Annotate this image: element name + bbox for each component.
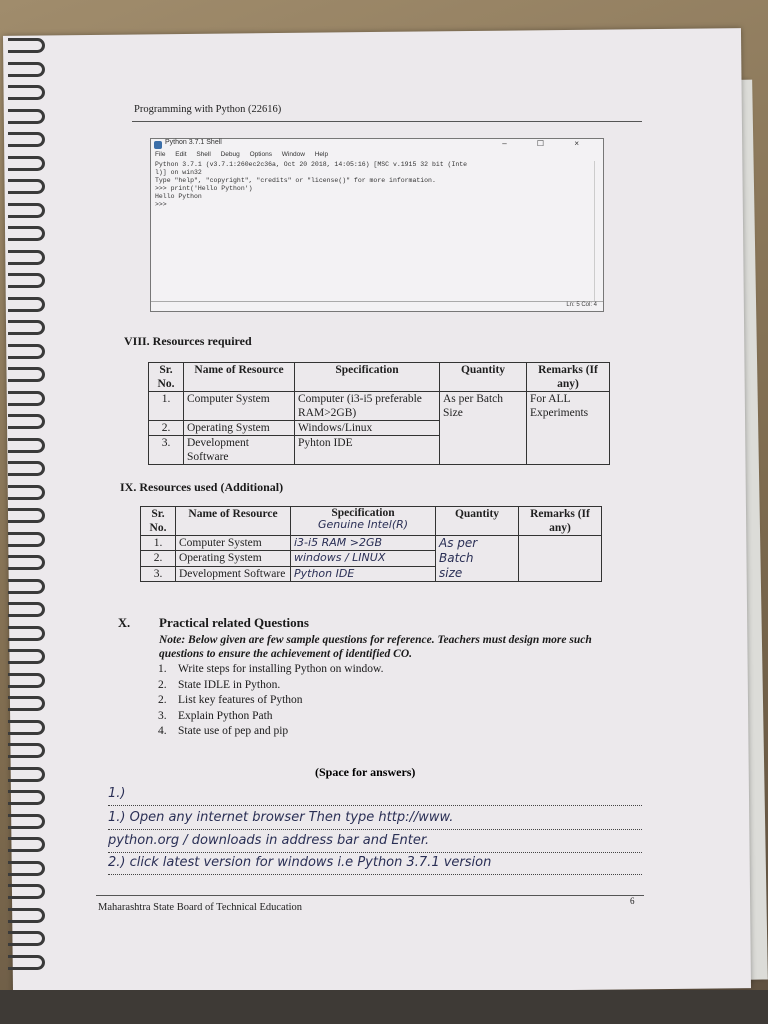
cell-spec: Windows/Linux xyxy=(295,421,440,436)
question-text: Explain Python Path xyxy=(178,709,273,722)
shell-line: Python 3.7.1 (v3.7.1:260ec2c36a, Oct 20 2018, 14:05:16) [MSC v.1915 32 bit (Inte xyxy=(155,161,468,168)
spiral-ring xyxy=(8,955,45,970)
spiral-ring xyxy=(8,861,45,876)
header-remarks: Remarks (If any) xyxy=(519,507,602,536)
cell-spec: Computer (i3-i5 preferable RAM>2GB) xyxy=(295,392,440,421)
header-spec-label: Specification xyxy=(331,507,395,519)
question-text: Write steps for installing Python on window. xyxy=(178,663,384,675)
spiral-ring xyxy=(8,179,45,194)
question-item xyxy=(158,709,383,725)
spiral-ring xyxy=(8,696,45,711)
spiral-ring xyxy=(8,203,45,218)
footer-text: Maharashtra State Board of Technical Education xyxy=(98,902,303,913)
spiral-ring xyxy=(8,320,45,335)
header-sr-no: Sr. No. xyxy=(141,507,176,536)
cell-spec: Pyhton IDE xyxy=(295,436,440,465)
spiral-ring xyxy=(8,837,45,852)
shell-output xyxy=(151,161,603,209)
cell-no: 1. xyxy=(149,392,184,421)
cell-no: 3. xyxy=(141,566,176,581)
menu-debug: Debug xyxy=(220,151,240,158)
cell-name: Operating System xyxy=(176,551,291,566)
spiral-ring xyxy=(8,38,45,53)
table-row xyxy=(149,392,610,421)
cell-name: Development Software xyxy=(176,566,291,581)
spiral-ring xyxy=(8,297,45,312)
cell-name: Operating System xyxy=(184,421,295,436)
table-row xyxy=(141,536,602,551)
spiral-ring xyxy=(8,485,45,500)
spiral-ring xyxy=(8,673,45,688)
cell-no: 2. xyxy=(141,551,176,566)
spiral-ring xyxy=(8,767,45,782)
shell-line: l)] on win32 xyxy=(155,169,202,176)
question-number: 1. xyxy=(158,663,167,675)
menu-edit: Edit xyxy=(175,151,187,158)
quantity-line: As per xyxy=(439,536,478,550)
cell-spec-handwritten: i3-i5 RAM >2GB xyxy=(291,536,436,551)
cell-spec-handwritten: Python IDE xyxy=(291,566,436,581)
question-item xyxy=(158,724,383,740)
spiral-ring xyxy=(8,931,45,946)
menu-window: Window xyxy=(281,151,305,158)
cell-quantity-handwritten xyxy=(436,536,519,582)
bottom-shadow xyxy=(0,990,768,1024)
spiral-ring xyxy=(8,250,45,265)
cell-quantity: As per Batch Size xyxy=(440,392,527,465)
page-header: Programming with Python (22616) xyxy=(134,104,282,115)
section-x-title: Practical related Questions xyxy=(159,615,309,630)
answer-space-title: (Space for answers) xyxy=(315,765,416,779)
question-number: 4. xyxy=(158,725,167,737)
cell-no: 1. xyxy=(141,536,176,551)
menu-options: Options xyxy=(249,151,272,158)
header-quantity: Quantity xyxy=(436,507,519,536)
shell-line: >>> xyxy=(155,201,167,208)
header-sr-no: Sr. No. xyxy=(149,363,184,392)
spiral-ring xyxy=(8,156,45,171)
spiral-ring xyxy=(8,461,45,476)
answer-line: python.org / downloads in address bar and Enter. xyxy=(108,833,642,853)
note-text: Note: Below given are few sample questions for reference. Teachers must design more such questions to ensure the achievement of identified CO. xyxy=(159,634,592,660)
spiral-ring xyxy=(8,273,45,288)
spiral-ring xyxy=(8,508,45,523)
spiral-ring xyxy=(8,743,45,758)
question-text: State IDLE in Python. xyxy=(178,678,281,691)
shell-line: Type "help", "copyright", "credits" or "license()" for more information. xyxy=(155,177,436,184)
header-spec: Specification xyxy=(295,363,440,392)
spiral-ring xyxy=(8,626,45,641)
question-number: 2. xyxy=(158,678,167,691)
spiral-ring xyxy=(8,649,45,664)
question-number: 3. xyxy=(158,709,167,722)
cell-name: Computer System xyxy=(176,536,291,551)
window-controls: – ☐ × xyxy=(502,139,593,148)
cell-remarks: For ALL Experiments xyxy=(527,392,610,465)
footer-rule xyxy=(96,895,644,896)
question-item xyxy=(158,693,383,709)
python-shell-screenshot xyxy=(150,138,604,312)
header-name: Name of Resource xyxy=(176,507,291,536)
shell-menubar xyxy=(151,151,603,161)
header-name: Name of Resource xyxy=(184,363,295,392)
spiral-ring xyxy=(8,438,45,453)
cell-no: 3. xyxy=(149,436,184,465)
spiral-ring xyxy=(8,109,45,124)
spiral-ring xyxy=(8,908,45,923)
header-quantity: Quantity xyxy=(440,363,527,392)
spiral-ring xyxy=(8,720,45,735)
spiral-ring xyxy=(8,602,45,617)
shell-title: Python 3.7.1 Shell xyxy=(165,139,222,146)
cell-no: 2. xyxy=(149,421,184,436)
header-remarks: Remarks (If any) xyxy=(527,363,610,392)
shell-scrollbar xyxy=(594,161,603,301)
question-item xyxy=(158,678,383,694)
shell-statusbar: Ln: 5 Col: 4 xyxy=(151,301,603,311)
question-list xyxy=(158,662,383,740)
table-header-row xyxy=(141,507,602,536)
cell-name: Development Software xyxy=(184,436,295,465)
question-item xyxy=(158,662,383,678)
spiral-ring xyxy=(8,367,45,382)
spiral-ring xyxy=(8,814,45,829)
question-text: State use of pep and pip xyxy=(178,725,289,737)
page-number: 6 xyxy=(630,896,635,906)
spiral-ring xyxy=(8,579,45,594)
table-header-row xyxy=(149,363,610,392)
menu-file: File xyxy=(155,151,166,158)
question-text: List key features of Python xyxy=(178,694,303,706)
handwritten-processor: Genuine Intel(R) xyxy=(317,518,409,531)
cell-remarks xyxy=(519,536,602,582)
header-spec xyxy=(291,507,436,536)
answer-line: 1.) xyxy=(108,786,642,806)
section-viii-title: VIII. Resources required xyxy=(124,334,252,348)
quantity-line: Batch xyxy=(439,551,474,565)
answer-line: 2.) click latest version for windows i.e Python 3.7.1 version xyxy=(108,855,642,875)
section-ix-title: IX. Resources used (Additional) xyxy=(120,480,284,494)
menu-shell: Shell xyxy=(196,151,211,158)
spiral-ring xyxy=(8,226,45,241)
python-icon xyxy=(154,141,162,149)
spiral-ring xyxy=(8,884,45,899)
cell-name: Computer System xyxy=(184,392,295,421)
cell-spec-handwritten: windows / LINUX xyxy=(291,551,436,566)
question-number: 2. xyxy=(158,694,167,706)
header-rule xyxy=(132,121,642,122)
spiral-ring xyxy=(8,62,45,77)
spiral-ring xyxy=(8,85,45,100)
shell-line: Hello Python xyxy=(155,193,202,200)
shell-line: >>> print('Hello Python') xyxy=(155,185,253,192)
spiral-ring xyxy=(8,532,45,547)
menu-help: Help xyxy=(314,151,329,158)
spiral-ring xyxy=(8,391,45,406)
resources-used-table xyxy=(140,506,602,582)
spiral-ring xyxy=(8,555,45,570)
spiral-ring xyxy=(8,132,45,147)
quantity-line: size xyxy=(439,566,463,580)
spiral-binding xyxy=(0,38,46,988)
spiral-ring xyxy=(8,414,45,429)
answer-line: 1.) Open any internet browser Then type http://www. xyxy=(108,810,642,830)
spiral-ring xyxy=(8,790,45,805)
shell-titlebar xyxy=(151,139,603,151)
resources-required-table xyxy=(148,362,610,465)
section-x-number: X. xyxy=(118,616,131,630)
spiral-ring xyxy=(8,344,45,359)
